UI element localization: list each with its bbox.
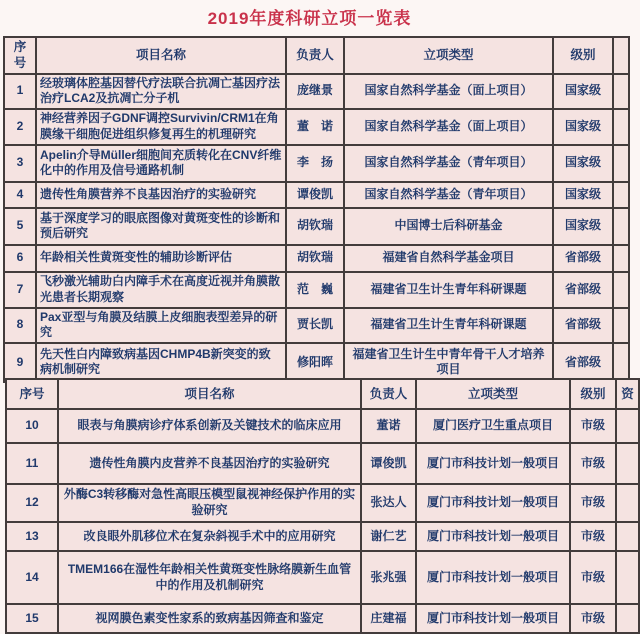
header-clipped: [613, 37, 629, 74]
project-level: 省部级: [553, 245, 613, 272]
table-row: [6, 522, 639, 551]
clipped-cell: [616, 522, 639, 551]
project-type: 厦门市科技计划一般项目: [416, 484, 570, 522]
table-row: [4, 74, 629, 109]
clipped-cell: [616, 409, 639, 443]
project-type: 福建省卫生计生中青年骨干人才培养项目: [344, 343, 553, 382]
project-type: 福建省卫生计生青年科研课题: [344, 308, 553, 343]
project-leader: 谢仁艺: [361, 522, 416, 551]
table-row: [6, 484, 639, 522]
project-type: 厦门医疗卫生重点项目: [416, 409, 570, 443]
table-row: [4, 145, 629, 182]
table-row: [6, 443, 639, 484]
row-number: 8: [4, 308, 36, 343]
row-number: 9: [4, 343, 36, 382]
project-leader: 张兆强: [361, 551, 416, 604]
project-name: 飞秒激光辅助白内障手术在高度近视并角膜散光患者长期观察: [36, 272, 286, 308]
project-leader: 董 诺: [286, 109, 344, 145]
row-number: 13: [6, 522, 58, 551]
header-level: 级别: [570, 379, 616, 409]
project-name: 先天性白内障致病基因CHMP4B新突变的致病机制研究: [36, 343, 286, 382]
project-leader: 范 巍: [286, 272, 344, 308]
project-name: 经玻璃体腔基因替代疗法联合抗凋亡基因疗法治疗LCA2及抗凋亡分子机: [36, 74, 286, 109]
clipped-cell: [613, 245, 629, 272]
table-row: [6, 604, 639, 633]
project-type: 厦门市科技计划一般项目: [416, 551, 570, 604]
project-leader: 庄建福: [361, 604, 416, 633]
project-level: 省部级: [553, 343, 613, 382]
header-project-name: 项目名称: [36, 37, 286, 74]
row-number: 15: [6, 604, 58, 633]
row-number: 11: [6, 443, 58, 484]
clipped-cell: [613, 74, 629, 109]
clipped-cell: [616, 484, 639, 522]
project-leader: 董诺: [361, 409, 416, 443]
project-name: 神经营养因子GDNF调控Survivin/CRM1在角膜缘干细胞促进组织修复再生的机理研究: [36, 109, 286, 145]
projects-table-municipal: [5, 378, 640, 634]
header-level: 级别: [553, 37, 613, 74]
project-level: 市级: [570, 443, 616, 484]
project-name: TMEM166在湿性年龄相关性黄斑变性脉络膜新生血管中的作用及机制研究: [58, 551, 361, 604]
project-level: 省部级: [553, 272, 613, 308]
page-title: 2019年度科研立项一览表: [207, 9, 412, 28]
header-clipped: 资: [616, 379, 639, 409]
project-level: 市级: [570, 551, 616, 604]
clipped-cell: [613, 145, 629, 182]
row-number: 7: [4, 272, 36, 308]
project-type: 厦门市科技计划一般项目: [416, 604, 570, 633]
project-name: 基于深度学习的眼底图像对黄斑变性的诊断和预后研究: [36, 208, 286, 245]
projects-table-national: [3, 36, 630, 383]
header-type: 立项类型: [344, 37, 553, 74]
row-number: 12: [6, 484, 58, 522]
table-row: [4, 272, 629, 308]
project-name: 改良眼外肌移位术在复杂斜视手术中的应用研究: [58, 522, 361, 551]
header-leader: 负责人: [361, 379, 416, 409]
clipped-cell: [613, 272, 629, 308]
table-header-row: [6, 379, 639, 409]
row-number: 4: [4, 182, 36, 208]
project-type: 国家自然科学基金（面上项目）: [344, 74, 553, 109]
project-level: 市级: [570, 604, 616, 633]
project-leader: 谭俊凯: [361, 443, 416, 484]
project-leader: 胡钦瑞: [286, 245, 344, 272]
project-level: 市级: [570, 484, 616, 522]
project-leader: 修阳晖: [286, 343, 344, 382]
project-level: 国家级: [553, 145, 613, 182]
row-number: 3: [4, 145, 36, 182]
row-number: 14: [6, 551, 58, 604]
project-leader: 胡钦瑞: [286, 208, 344, 245]
clipped-cell: [613, 308, 629, 343]
project-leader: 庞继景: [286, 74, 344, 109]
table-row: [6, 551, 639, 604]
project-level: 市级: [570, 409, 616, 443]
clipped-cell: [613, 109, 629, 145]
project-leader: 李 扬: [286, 145, 344, 182]
row-number: 6: [4, 245, 36, 272]
row-number: 1: [4, 74, 36, 109]
project-level: 省部级: [553, 308, 613, 343]
table-row: [4, 308, 629, 343]
project-type: 国家自然科学基金（青年项目）: [344, 182, 553, 208]
clipped-cell: [616, 443, 639, 484]
table-row: [4, 245, 629, 272]
project-leader: 贾长凯: [286, 308, 344, 343]
clipped-cell: [613, 182, 629, 208]
project-name: 年龄相关性黄斑变性的辅助诊断评估: [36, 245, 286, 272]
project-leader: 谭俊凯: [286, 182, 344, 208]
project-name: 眼表与角膜病诊疗体系创新及关键技术的临床应用: [58, 409, 361, 443]
clipped-cell: [613, 343, 629, 382]
clipped-cell: [613, 208, 629, 245]
row-number: 5: [4, 208, 36, 245]
header-project-name: 项目名称: [58, 379, 361, 409]
table-row: [6, 409, 639, 443]
project-type: 国家自然科学基金（面上项目）: [344, 109, 553, 145]
project-level: 国家级: [553, 109, 613, 145]
table-row: [4, 343, 629, 382]
project-type: 厦门市科技计划一般项目: [416, 443, 570, 484]
clipped-cell: [616, 551, 639, 604]
project-name: 视网膜色素变性家系的致病基因筛查和鉴定: [58, 604, 361, 633]
project-level: 国家级: [553, 208, 613, 245]
project-type: 福建省卫生计生青年科研课题: [344, 272, 553, 308]
table-row: [4, 208, 629, 245]
project-name: Apelin介导Müller细胞间充质转化在CNV纤维化中的作用及信号通路机制: [36, 145, 286, 182]
project-type: 国家自然科学基金（青年项目）: [344, 145, 553, 182]
project-level: 国家级: [553, 182, 613, 208]
row-number: 10: [6, 409, 58, 443]
table-row: [4, 109, 629, 145]
header-type: 立项类型: [416, 379, 570, 409]
project-type: 福建省自然科学基金项目: [344, 245, 553, 272]
project-leader: 张达人: [361, 484, 416, 522]
header-no: 序号: [4, 37, 36, 74]
project-name: 遗传性角膜内皮营养不良基因治疗的实验研究: [58, 443, 361, 484]
project-type: 厦门市科技计划一般项目: [416, 522, 570, 551]
table-header-row: [4, 37, 629, 74]
header-leader: 负责人: [286, 37, 344, 74]
clipped-cell: [616, 604, 639, 633]
header-no: 序号: [6, 379, 58, 409]
project-level: 国家级: [553, 74, 613, 109]
project-level: 市级: [570, 522, 616, 551]
project-name: 遗传性角膜营养不良基因治疗的实验研究: [36, 182, 286, 208]
project-name: Pax亚型与角膜及结膜上皮细胞表型差异的研究: [36, 308, 286, 343]
project-name: 外酶C3转移酶对急性高眼压模型鼠视神经保护作用的实验研究: [58, 484, 361, 522]
project-type: 中国博士后科研基金: [344, 208, 553, 245]
row-number: 2: [4, 109, 36, 145]
table-row: [4, 182, 629, 208]
